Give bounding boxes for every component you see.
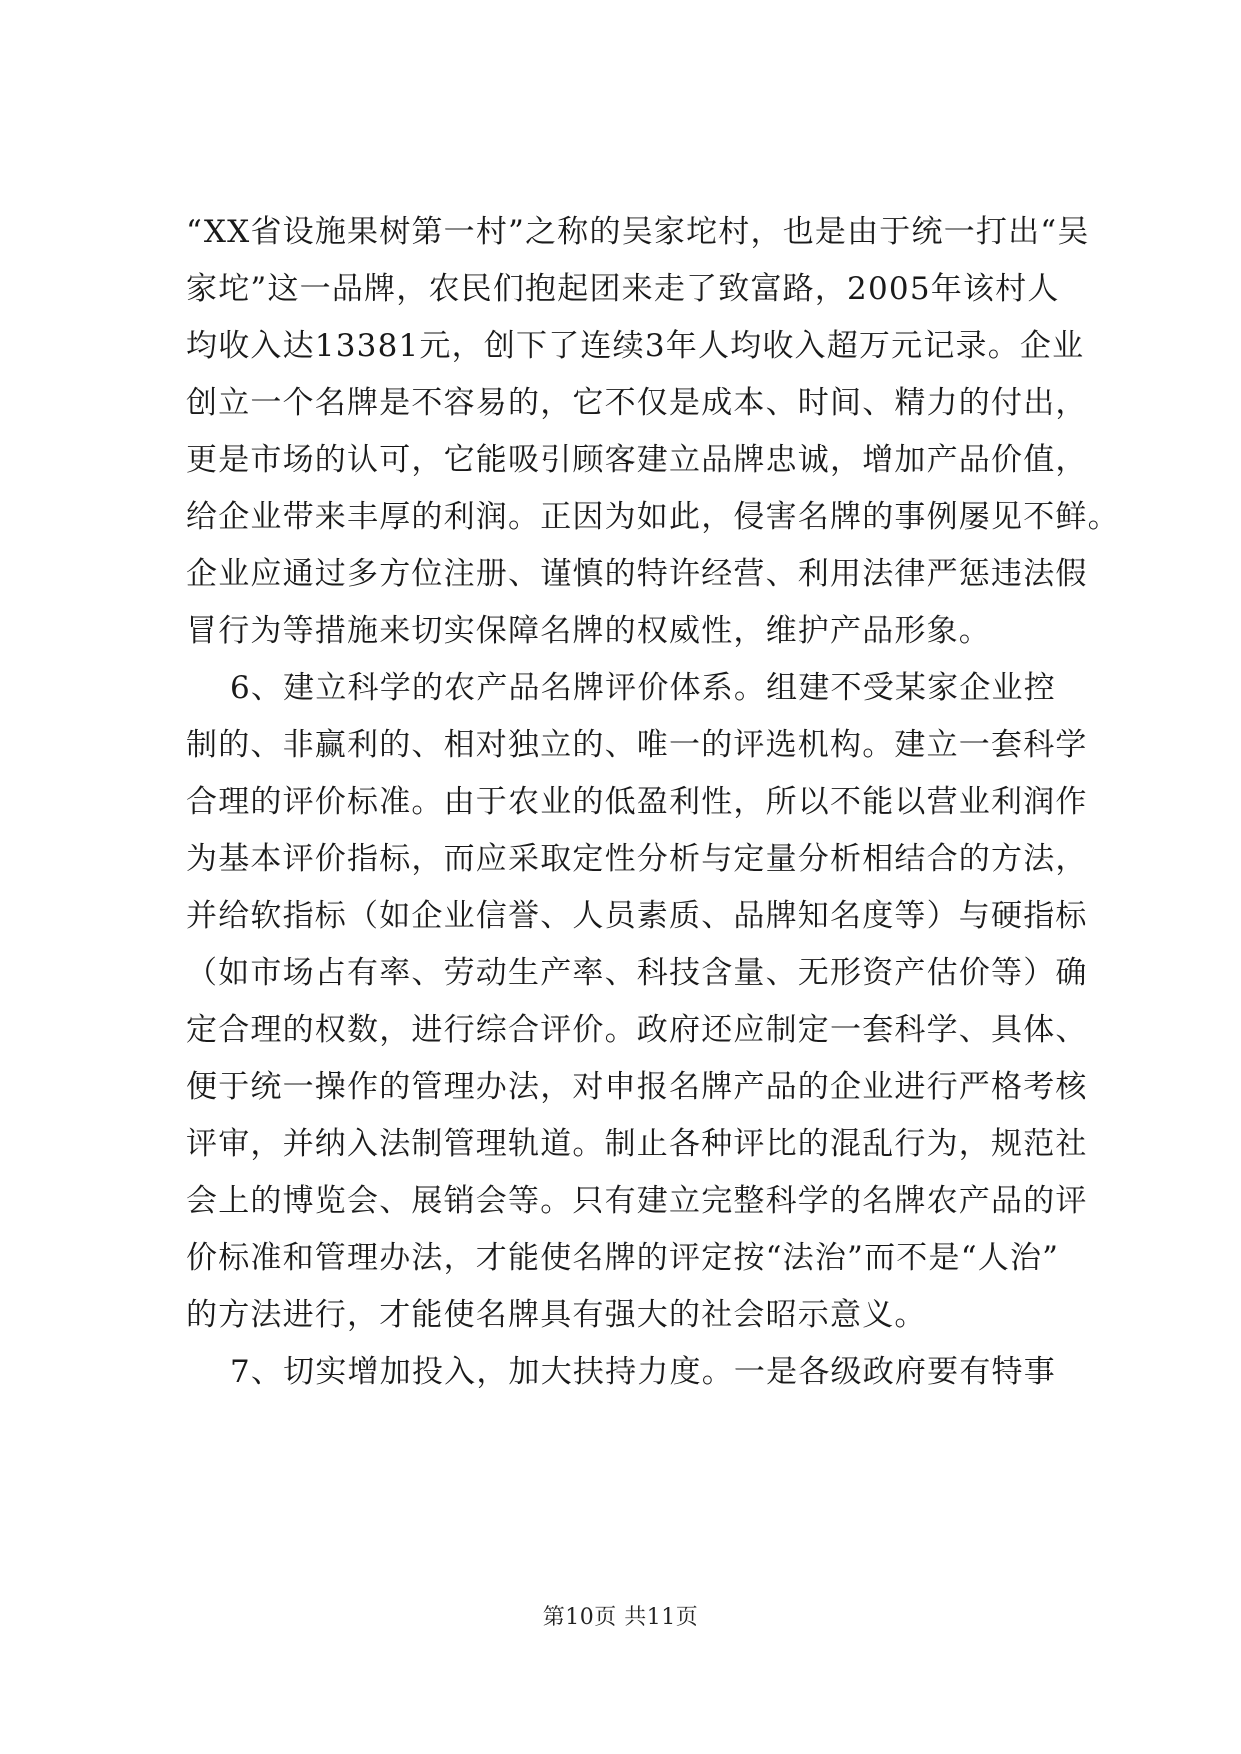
body-line: 便于统一操作的管理办法，对申报名牌产品的企业进行严格考核 bbox=[186, 1069, 1088, 1105]
body-line: （如市场占有率、劳动生产率、科技含量、无形资产估价等）确 bbox=[186, 955, 1088, 991]
body-line: 的方法进行，才能使名牌具有强大的社会昭示意义。 bbox=[186, 1297, 927, 1333]
body-line: “XX省设施果树第一村”之称的吴家坨村，也是由于统一打出“吴 bbox=[186, 214, 1090, 250]
paragraph-7-first-line: 7、切实增加投入，加大扶持力度。一是各级政府要有特事 bbox=[230, 1354, 1056, 1390]
body-line: 评审，并纳入法制管理轨道。制止各种评比的混乱行为，规范社 bbox=[186, 1126, 1088, 1162]
body-line: 会上的博览会、展销会等。只有建立完整科学的名牌农产品的评 bbox=[186, 1183, 1088, 1219]
body-line: 冒行为等措施来切实保障名牌的权威性，维护产品形象。 bbox=[186, 613, 991, 649]
body-line: 合理的评价标准。由于农业的低盈利性，所以不能以营业利润作 bbox=[186, 784, 1088, 820]
body-line: 企业应通过多方位注册、谨慎的特许经营、利用法律严惩违法假 bbox=[186, 556, 1088, 592]
body-line: 更是市场的认可，它能吸引顾客建立品牌忠诚，增加产品价值， bbox=[186, 442, 1088, 478]
body-line: 家坨”这一品牌，农民们抱起团来走了致富路，2005年该村人 bbox=[186, 271, 1060, 307]
body-line: 制的、非赢利的、相对独立的、唯一的评选机构。建立一套科学 bbox=[186, 727, 1088, 763]
body-line: 给企业带来丰厚的利润。正因为如此，侵害名牌的事例屡见不鲜。 bbox=[186, 499, 1120, 535]
body-line: 为基本评价指标，而应采取定性分析与定量分析相结合的方法， bbox=[186, 841, 1088, 877]
body-line: 价标准和管理办法，才能使名牌的评定按“法治”而不是“人治” bbox=[186, 1240, 1060, 1276]
body-line: 均收入达13381元，创下了连续3年人均收入超万元记录。企业 bbox=[186, 328, 1085, 364]
page-number-footer: 第10页 共11页 bbox=[542, 1605, 699, 1630]
body-line: 创立一个名牌是不容易的，它不仅是成本、时间、精力的付出， bbox=[186, 385, 1088, 421]
paragraph-6-first-line: 6、建立科学的农产品名牌评价体系。组建不受某家企业控 bbox=[230, 670, 1056, 706]
body-line: 定合理的权数，进行综合评价。政府还应制定一套科学、具体、 bbox=[186, 1012, 1088, 1048]
body-line: 并给软指标（如企业信誉、人员素质、品牌知名度等）与硬指标 bbox=[186, 898, 1088, 934]
